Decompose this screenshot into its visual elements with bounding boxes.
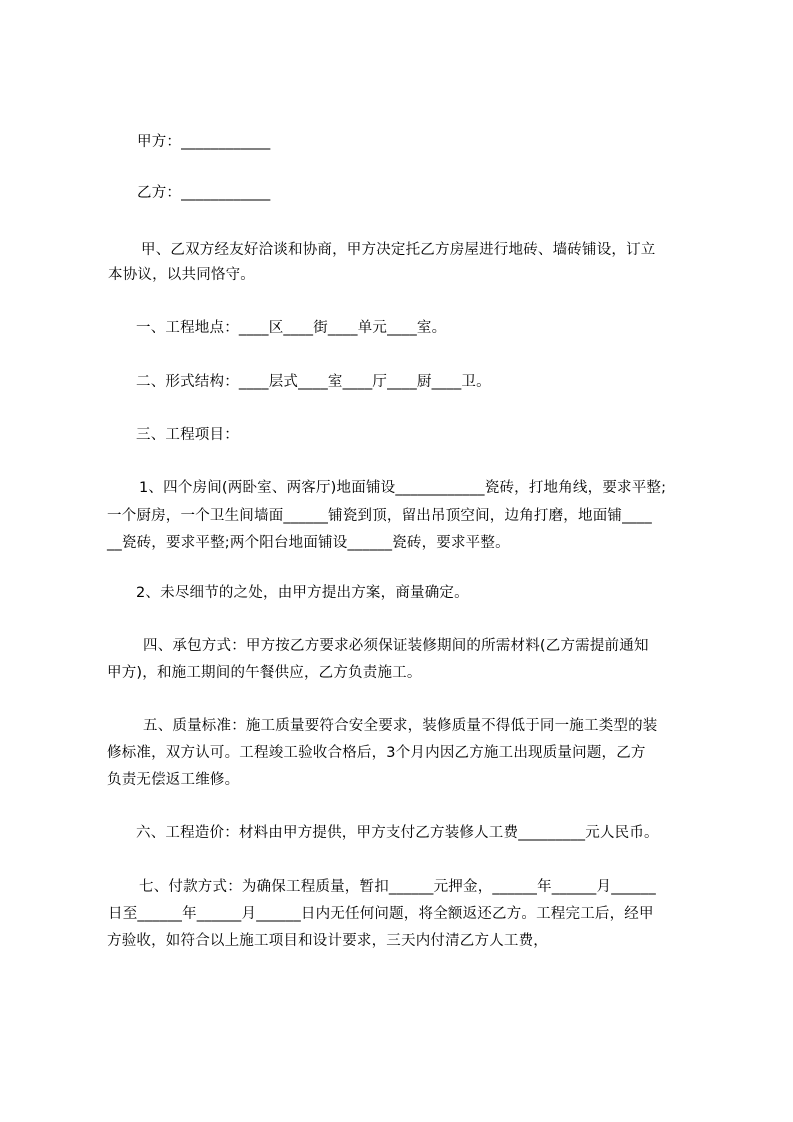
- section-quality-line-1: 五、质量标准：施工质量要符合安全要求，装修质量不得低于同一施工类型的装: [143, 718, 658, 734]
- section-payment-line-3: 方验收，如符合以上施工项目和设计要求，三天内付清乙方人工费，: [107, 933, 548, 949]
- section-contract-line-2: 甲方)，和施工期间的午餐供应，乙方负责施工。: [107, 665, 422, 681]
- item1-line-2: 一个厨房，一个卫生间墙面______铺瓷到顶，留出吊顶空间，边角打磨，地面铺____: [107, 508, 652, 524]
- section-quality-line-3: 负责无偿返工维修。: [107, 772, 240, 788]
- section-project-heading: 三、工程项目：: [136, 427, 239, 443]
- section-contract-line-1: 四、承包方式：甲方按乙方要求必须保证装修期间的所需材料(乙方需提前通知: [143, 638, 649, 654]
- section-location: 一、工程地点：____区____街____单元____室。: [136, 320, 447, 336]
- party-b-line: 乙方：____________: [137, 185, 271, 201]
- section-quality-line-2: 修标准，双方认可。工程竣工验收合格后，3个月内因乙方施工出现质量问题，乙方: [107, 745, 646, 761]
- intro-line-2: 本协议，以共同恪守。: [108, 267, 255, 283]
- party-a-line: 甲方：____________: [137, 134, 271, 150]
- intro-line-1: 甲、乙双方经友好洽谈和协商，甲方决定托乙方房屋进行地砖、墙砖铺设，订立: [141, 242, 656, 258]
- section-payment-line-2: 日至______年______月______日内无任何问题，将全额返还乙方。工程完工后，经甲: [108, 906, 654, 922]
- item1-line-3: __瓷砖，要求平整;两个阳台地面铺设______瓷砖，要求平整。: [107, 535, 510, 551]
- section-cost-line: 六、工程造价：材料由甲方提供，甲方支付乙方装修人工费_________元人民币。: [136, 825, 659, 841]
- section-payment-line-1: 七、付款方式：为确保工程质量，暂扣______元押金，______年______月______: [139, 879, 656, 895]
- item2-line: 2、未尽细节的之处，由甲方提出方案，商量确定。: [136, 585, 469, 601]
- item1-line-1: 1、四个房间(两卧室、两客厅)地面铺设____________瓷砖，打地角线，要求平整;: [139, 480, 667, 496]
- section-structure: 二、形式结构：____层式____室____厅____厨____卫。: [136, 374, 491, 390]
